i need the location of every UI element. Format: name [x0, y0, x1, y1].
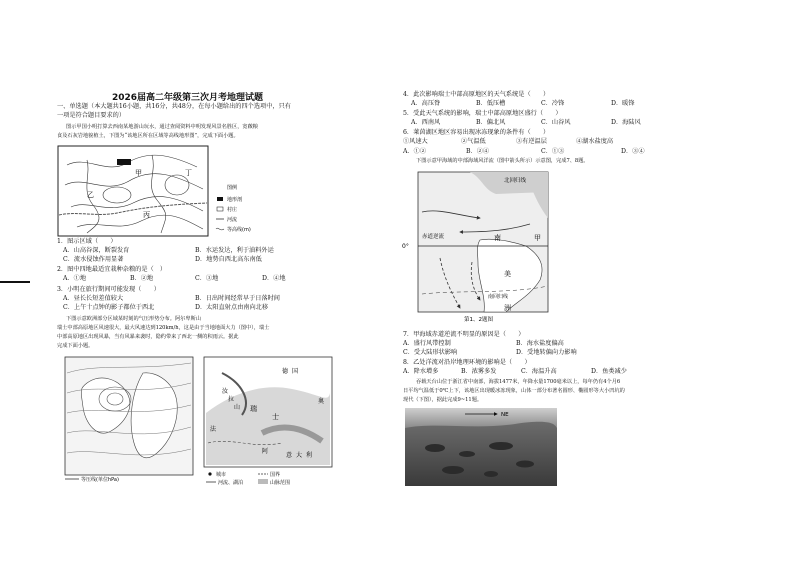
q6-option-a: A．①② — [403, 148, 427, 155]
q8-option-c: C．海温升高 — [521, 368, 557, 375]
legend-item-2: 村庄 — [227, 207, 238, 213]
q5-option-d: D．海陆风 — [611, 119, 641, 126]
q1-option-a: A．山高谷深，断裂发育 — [63, 247, 130, 254]
q8-option-a: A．降水增多 — [403, 368, 439, 375]
passage4-line-3: 现代（下图），据此完成9~11题。 — [403, 397, 483, 403]
q7-option-c: C．受大陆形状影响 — [403, 349, 458, 356]
q7-option-b: B．海水盐度偏高 — [516, 340, 564, 347]
alps-label-ru: 汝 — [222, 388, 229, 395]
alps-legend-border: 国界 — [270, 472, 281, 478]
map4-tropic-s: 南回归线 — [488, 294, 509, 300]
q6-option-b: B．②④ — [466, 148, 490, 155]
passage2-line-1: 下图示意欧洲部分区域某时刻的气压形势分布。阿尔卑斯山 — [66, 316, 201, 322]
q3-stem: 3．小明在旅行期间可能发现（ ） — [57, 286, 160, 293]
alps-label-li: 利 — [306, 452, 313, 459]
map4-zhou: 洲 — [504, 304, 511, 312]
q3-option-d: D．太阳直射点由南向北移 — [195, 304, 269, 311]
isobar-map — [57, 353, 197, 485]
alps-label-ao: 奥 — [318, 398, 325, 405]
map-label-bing: 丙 — [143, 211, 150, 219]
alps-legend-city: 城市 — [216, 472, 227, 478]
exam-title: 2026届高二年级第三次月考地理试题 — [112, 93, 264, 103]
alps-label-yi: 意 — [286, 452, 293, 459]
q1-option-b: B．水运发达，利于油料外运 — [195, 247, 274, 254]
q4-stem: 4．此次影响瑞士中部高原地区的天气系统是（ ） — [403, 91, 550, 98]
map-label-ding: 丁 — [185, 169, 192, 177]
q7-option-a: A．盛行风带控制 — [403, 340, 451, 347]
q1-stem: 1．图示区域（ ） — [57, 238, 117, 245]
map4-jia: 甲 — [534, 234, 541, 242]
alps-map — [202, 353, 334, 485]
q4-option-c: C．冷锋 — [541, 100, 565, 107]
landscape-photo — [405, 408, 557, 486]
q4-option-b: B．低压槽 — [476, 100, 506, 107]
q5-option-a: A．西南风 — [411, 119, 441, 126]
q6-option-c: C．①③ — [541, 148, 565, 155]
map4-south: 南 — [494, 234, 501, 242]
map4-mei: 美 — [504, 270, 511, 278]
passage2-line-3: 中部高原地区出现风暴，当有风暴来袭时，隐约带来了西北一侧的积雨云。据此 — [57, 334, 239, 340]
legend-title: 图例 — [227, 185, 238, 191]
map-label-jia: 甲 — [135, 169, 142, 177]
alps-label-la: 拉 — [228, 396, 235, 403]
q6-choice-4: ④湖水盐度高 — [576, 138, 614, 145]
q7-stem: 7．甲海域赤道逆流不明显的原因是（ ） — [403, 331, 525, 338]
photo-ne-label: NE — [501, 412, 509, 418]
q6-choice-2: ②气温低 — [461, 138, 486, 145]
q6-stem: 6．莱茵湖区地区容易出现冰冻现象的条件有（ ） — [403, 129, 550, 136]
map4-caption: 第1、2题图 — [464, 317, 493, 322]
alps-legend-mountain: 山脉范围 — [270, 480, 291, 485]
q2-option-a: A．①地 — [63, 275, 87, 282]
alps-label-de: 德 — [282, 368, 289, 375]
legend-item-4: 等高线(m) — [227, 227, 251, 233]
q4-option-d: D．暖锋 — [611, 100, 635, 107]
map4-equator-current: 赤道逆流 — [422, 234, 445, 240]
q4-option-a: A．高压脊 — [411, 100, 441, 107]
binding-mark — [0, 281, 30, 283]
q3-option-c: C．上午十点钟的影子都位于西北 — [63, 304, 155, 311]
alps-label-shi: 士 — [272, 413, 279, 421]
passage2-line-2: 瑞士中部高原地区风速很大，最大风速达到120km/h，这是由于当地地面大力（图中），瑞士 — [57, 325, 270, 331]
legend-item-1: 地形剖 — [227, 197, 243, 203]
q2-option-b: B．②地 — [130, 275, 154, 282]
alps-label-fa: 法 — [210, 426, 217, 433]
contour-map — [57, 145, 265, 237]
alps-label-rui: 瑞 — [250, 405, 257, 413]
map-label-yi: 乙 — [87, 191, 94, 199]
q3-option-b: B．日出时间经常早于日落时间 — [195, 295, 280, 302]
map4-equator: 0° — [402, 243, 409, 250]
q5-option-c: C．山谷风 — [541, 119, 571, 126]
q8-option-d: D．鱼类减少 — [591, 368, 627, 375]
section-heading: 一、单选题（本大题共16小题，共16分，共48分，在每小题给出的四个选项中，只有 — [57, 103, 291, 110]
alps-label-a: 阿 — [262, 448, 269, 455]
alps-label-shan: 山 — [234, 404, 241, 411]
ocean-current-map — [400, 168, 552, 322]
q5-stem: 5．受此天气系统的影响，瑞士中部高原地区盛行（ ） — [403, 110, 562, 117]
q6-option-d: D．③④ — [621, 148, 645, 155]
q2-option-d: D．④地 — [262, 275, 286, 282]
q8-stem: 8．乙处洋流对沿岸地理环境的影响是（ ） — [403, 359, 531, 366]
alps-legend-river: 河流、湖泊 — [218, 480, 244, 485]
passage4-line-2: 日平均气温低于0℃上下，该地区出现暖冰冻现象，山体一部分布著名圆形、椭圆形等大小凹坑的 — [403, 388, 625, 394]
intro-line-1: 图示甲国小明打算去西南某地游山玩水，通过查阅资料中明发现风景名胜区，宽敞粮 — [66, 124, 258, 130]
passage4-line-1: 吞载天台山位于浙江省中南部，海拔1477米，年降水量1700毫米以上，每年仍有4个月6 — [416, 379, 621, 385]
legend-item-3: 河流 — [227, 217, 238, 223]
section-heading-2: 一项是符合题目要求的） — [57, 112, 126, 119]
q8-option-b: B．浓雾多发 — [461, 368, 497, 375]
passage3: 下图示意甲海域的中部海域风洋流（图中箭头所示）示意图，完成7、8题。 — [416, 158, 589, 164]
passage2-line-4: 完成下面小题。 — [57, 343, 94, 349]
map4-tropic-n: 北回归线 — [504, 178, 527, 184]
q7-option-d: D．受地转偏向力影响 — [516, 349, 577, 356]
alps-label-guo: 国 — [292, 368, 299, 375]
q3-option-a: A．昼长长短差值较大 — [63, 295, 124, 302]
q2-stem: 2．图中四地最适宜栽种杂粮的是（ ） — [57, 266, 167, 273]
alps-label-da: 大 — [296, 452, 303, 459]
q1-option-c: C．流水侵蚀作用显著 — [63, 256, 124, 263]
q5-option-b: B．偏北风 — [476, 119, 506, 126]
isobar-legend: 等压线(单位hPa) — [81, 477, 119, 483]
intro-line-2: 食及石灰岩地貌植土，下图为“该地区所在区域等高线地形图”，完成下面小题。 — [57, 133, 239, 139]
q2-option-c: C．③地 — [195, 275, 219, 282]
q6-choice-3: ③有逆温层 — [516, 138, 547, 145]
q1-option-d: D．地势自西北高东南低 — [195, 256, 262, 263]
q6-choice-1: ①风速大 — [403, 138, 428, 145]
